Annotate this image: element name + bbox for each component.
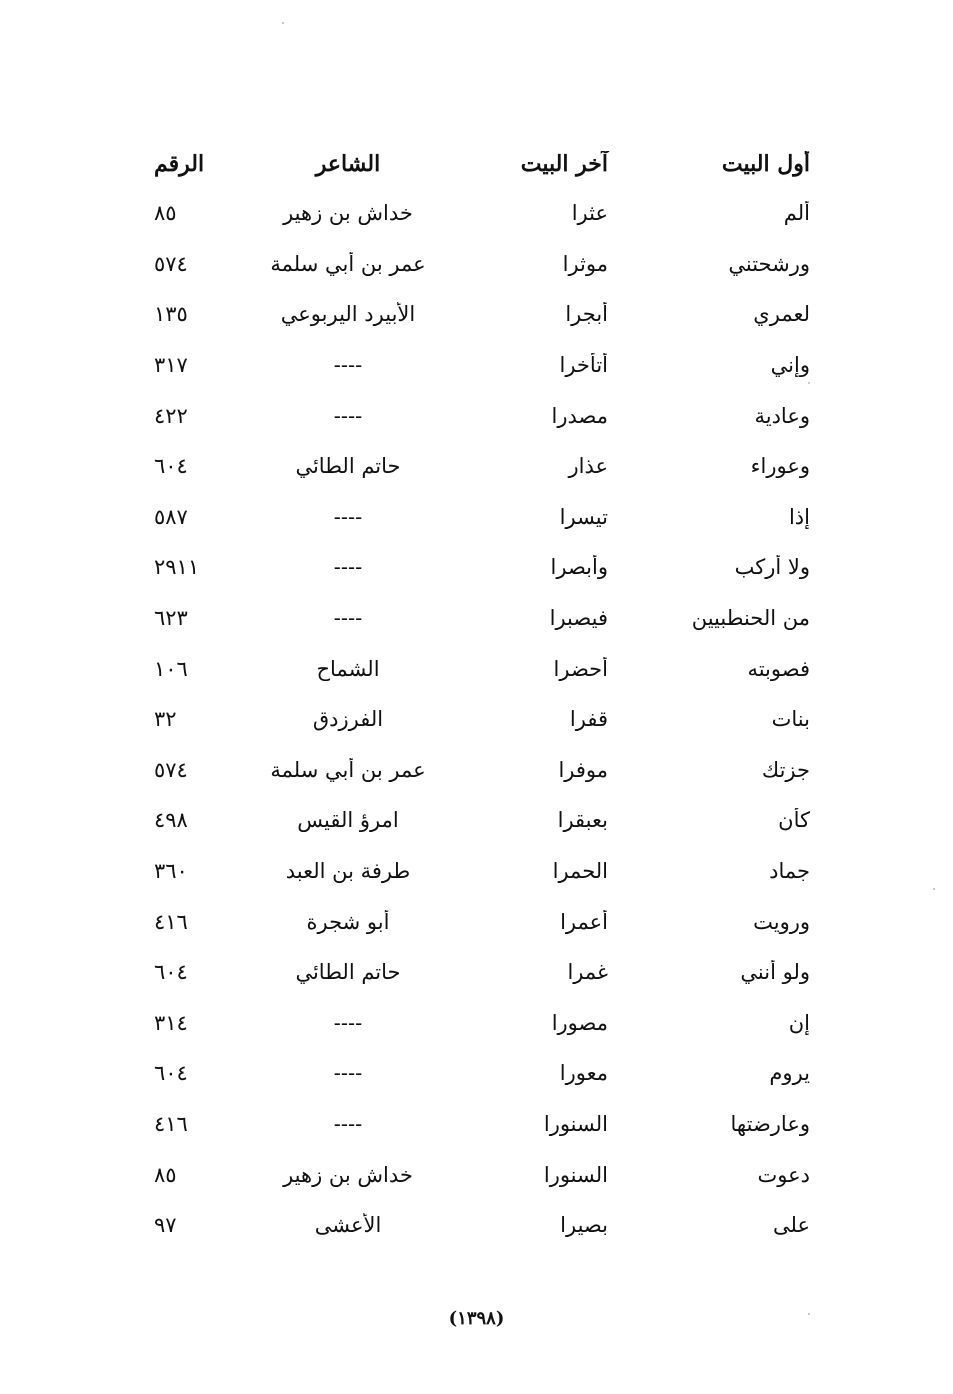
cell-first-verse: وعوراء xyxy=(750,454,810,479)
cell-first-verse: من الحنطبيين xyxy=(691,606,810,631)
scan-speck xyxy=(282,22,284,24)
cell-last-verse: السنورا xyxy=(543,1111,608,1136)
cell-poet: عمر بن أبي سلمة xyxy=(270,757,426,782)
cell-number: ٣١٧ xyxy=(154,353,188,378)
cell-first-verse: إن xyxy=(788,1010,810,1035)
table-row xyxy=(140,390,820,441)
cell-poet: ---- xyxy=(333,1111,363,1136)
cell-poet: امرؤ القيس xyxy=(297,808,399,833)
cell-number: ٦٢٣ xyxy=(154,606,188,631)
cell-number: ٣٦٠ xyxy=(154,859,188,884)
cell-number: ٦٠٤ xyxy=(154,960,188,985)
cell-number: ٩٧ xyxy=(154,1213,177,1238)
cell-poet: ---- xyxy=(333,555,363,580)
cell-last-verse: فيصبرا xyxy=(549,606,608,631)
table-row xyxy=(140,694,820,745)
cell-last-verse: غمرا xyxy=(567,960,608,985)
cell-poet: ---- xyxy=(333,606,363,631)
header-number: الرقم xyxy=(154,151,205,177)
cell-number: ٨٥ xyxy=(154,1162,177,1187)
index-table xyxy=(140,140,820,1250)
cell-last-verse: أعمرا xyxy=(560,909,608,934)
table-row xyxy=(140,188,820,239)
cell-poet: الفرزدق xyxy=(312,707,384,732)
cell-poet: ---- xyxy=(333,1010,363,1035)
table-row xyxy=(140,643,820,694)
cell-last-verse: معورا xyxy=(559,1061,608,1086)
cell-first-verse: وعادية xyxy=(754,403,810,428)
cell-number: ٤١٦ xyxy=(154,1111,188,1136)
cell-number: ٥٨٧ xyxy=(154,504,188,529)
cell-poet: ---- xyxy=(333,504,363,529)
cell-number: ٥٧٤ xyxy=(154,251,188,276)
cell-poet: أبو شجرة xyxy=(306,909,390,934)
cell-number: ٢٩١١ xyxy=(154,555,200,580)
cell-number: ٨٥ xyxy=(154,201,177,226)
table-row xyxy=(140,492,820,543)
cell-last-verse: السنورا xyxy=(543,1162,608,1187)
table-row xyxy=(140,1149,820,1200)
cell-first-verse: وعارضتها xyxy=(730,1111,810,1136)
table-row xyxy=(140,593,820,644)
table-row xyxy=(140,846,820,897)
cell-poet: عمر بن أبي سلمة xyxy=(270,251,426,276)
cell-last-verse: عثرا xyxy=(571,201,608,226)
cell-first-verse: بنات xyxy=(771,707,810,732)
cell-number: ٣٢ xyxy=(154,707,177,732)
cell-last-verse: تيسرا xyxy=(559,504,608,529)
cell-poet: الشماح xyxy=(316,656,380,681)
table-row xyxy=(140,1048,820,1099)
cell-number: ٦٠٤ xyxy=(154,1061,188,1086)
header-last-verse: آخر البيت xyxy=(520,151,608,177)
cell-poet: الأبيرد اليربوعي xyxy=(280,302,416,327)
cell-first-verse: ولو أنني xyxy=(740,960,810,985)
table-row xyxy=(140,239,820,290)
cell-last-verse: مصورا xyxy=(551,1010,608,1035)
scan-speck xyxy=(933,888,935,890)
table-row xyxy=(140,340,820,391)
cell-poet: حاتم الطائي xyxy=(295,454,401,479)
cell-last-verse: موفرا xyxy=(558,757,608,782)
cell-last-verse: الحمرا xyxy=(552,859,608,884)
cell-last-verse: بصيرا xyxy=(560,1213,608,1238)
cell-poet: خداش بن زهير xyxy=(283,201,413,226)
cell-last-verse: أحضرا xyxy=(553,656,608,681)
cell-number: ٤٩٨ xyxy=(154,808,188,833)
table-header-row xyxy=(140,140,820,188)
cell-first-verse: إذا xyxy=(788,504,810,529)
table-row xyxy=(140,441,820,492)
header-first-verse: أول البيت xyxy=(721,151,810,177)
table-row xyxy=(140,947,820,998)
cell-number: ٣١٤ xyxy=(154,1010,188,1035)
cell-last-verse: وأبصرا xyxy=(550,555,608,580)
table-row xyxy=(140,745,820,796)
cell-last-verse: أبجرا xyxy=(565,302,608,327)
table-row xyxy=(140,1099,820,1150)
cell-first-verse: دعوت xyxy=(757,1162,810,1187)
cell-last-verse: بعبقرا xyxy=(557,808,608,833)
cell-last-verse: عذار xyxy=(568,454,608,479)
cell-first-verse: لعمري xyxy=(753,302,810,327)
cell-first-verse: جزتك xyxy=(761,757,810,782)
cell-first-verse: جماد xyxy=(769,859,810,884)
cell-first-verse: ورشحتني xyxy=(728,251,810,276)
cell-number: ١٣٥ xyxy=(154,302,188,327)
cell-first-verse: وإني xyxy=(770,353,810,378)
cell-first-verse: يروم xyxy=(769,1061,810,1086)
cell-number: ٦٠٤ xyxy=(154,454,188,479)
cell-first-verse: على xyxy=(773,1213,810,1238)
cell-poet: طرفة بن العبد xyxy=(285,859,411,884)
table-row xyxy=(140,795,820,846)
cell-poet: حاتم الطائي xyxy=(295,960,401,985)
cell-last-verse: مصدرا xyxy=(551,403,608,428)
table-row xyxy=(140,998,820,1049)
table-row xyxy=(140,1200,820,1251)
table-row xyxy=(140,289,820,340)
table-row xyxy=(140,542,820,593)
cell-first-verse: كأن xyxy=(778,808,810,833)
cell-first-verse: ورويت xyxy=(753,909,810,934)
cell-poet: خداش بن زهير xyxy=(283,1162,413,1187)
table-row xyxy=(140,896,820,947)
cell-last-verse: أتأخرا xyxy=(559,353,608,378)
cell-last-verse: موثرا xyxy=(562,251,608,276)
cell-number: ٤٢٢ xyxy=(154,403,188,428)
cell-poet: ---- xyxy=(333,403,363,428)
cell-first-verse: ألم xyxy=(783,201,810,226)
page-number: (١٣٩٨) xyxy=(448,1308,505,1329)
cell-number: ١٠٦ xyxy=(154,656,188,681)
cell-poet: ---- xyxy=(333,353,363,378)
cell-number: ٤١٦ xyxy=(154,909,188,934)
header-poet: الشاعر xyxy=(315,151,381,177)
cell-number: ٥٧٤ xyxy=(154,757,188,782)
cell-last-verse: قفرا xyxy=(569,707,608,732)
cell-first-verse: ولا أركب xyxy=(734,555,810,580)
cell-poet: ---- xyxy=(333,1061,363,1086)
cell-poet: الأعشى xyxy=(314,1213,382,1238)
cell-first-verse: فصوبته xyxy=(747,656,810,681)
